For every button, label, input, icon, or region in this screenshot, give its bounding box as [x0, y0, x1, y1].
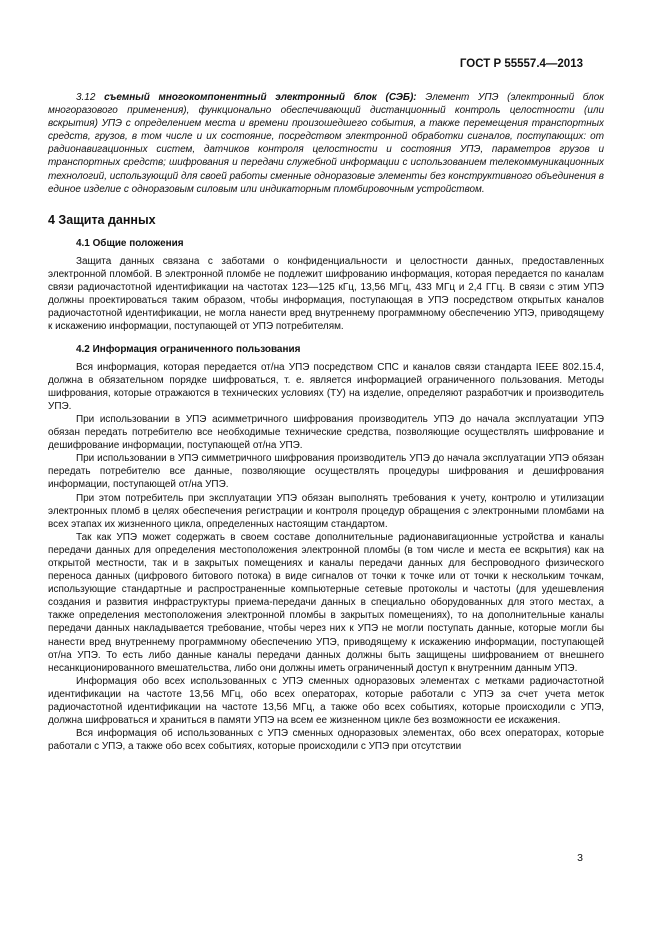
section-4-2-paragraph-6: Информация обо всех использованных с УПЭ сменных одноразовых элементах с метками радиочастотной идентификации на частоте 13,56 МГц, обо всех операторах, которые работали с УПЭ за счет учета меток радиочастотной идентификации на частоте 13,56 МГц, а также обо всех событиях, которые происходили с УПЭ, должна шифроваться и храниться в памяти УПЭ на всем ее жизненном цикле без возможности ее искажения. [48, 675, 604, 727]
document-header: ГОСТ Р 55557.4—2013 [459, 58, 583, 70]
definition-term: съемный многокомпонентный электронный блок (СЭБ): [104, 92, 417, 103]
section-4-1-paragraph: Защита данных связана с заботами о конфиденциальности и целостности данных, предоставленных электронной пломбой. В электронной пломбе не подлежит шифрованию информация, которая передается по каналам связи радиочастотной идентификации на частотах 123—125 кГц, 13,56 МГц, 433 МГц и 2,4 ГГц. В связи с этим УПЭ должны проектироваться таким образом, чтобы информация, поступающая в УПЭ посредством открытых каналов радиочастотной идентификации, не могла нанести вред внутреннему программному обеспечению УПЭ, приводящему к искажению информации, поступающей от УПЭ потребителям. [48, 255, 604, 333]
section-4-2-paragraph-1: Вся информация, которая передается от/на УПЭ посредством СПС и каналов связи стандарта IEEE 802.15.4, должна в обязательном порядке шифроваться, т. е. является информацией ограниченного пользования. Методы шифрования, которые отражаются в технических условиях (ТУ) на изделие, определяют разработчик и производитель УПЭ. [48, 361, 604, 412]
section-4-2-paragraph-5: Так как УПЭ может содержать в своем составе дополнительные радионавигационные устройства и каналы передачи данных для определения местоположения электронной пломбы (в том числе и места ее вскрытия) как на открытой местности, так и в закрытых помещениях и каналы передачи данных для беспроводного физического переноса данных (цифрового битового потока) в виде сигналов от точки к точке или от точки к нескольким точкам, использующие стандартные и распространенные компьютерные сетевые протоколы и частоты (для удешевления создания и развития инфраструктуры приема-передачи данных в специально оборудованных для этого местах, а также определения местоположения электронной пломбы в закрытых помещениях), то на дополнительные каналы передачи данных накладывается требование, чтобы через них к УПЭ не могли поступать данные, которые могли бы нанести вред внутреннему программному обеспечению УПЭ, приводящему к искажению информации, поступающей от/на УПЭ. То есть либо данные каналы передачи данных должны быть защищены шифрованием от внешнего несанкционированного вмешательства, либо они должны иметь ограниченный доступ к внутренним данным УПЭ. [48, 531, 604, 674]
section-4-2-paragraph-7: Вся информация об использованных с УПЭ сменных одноразовых элементах, обо всех операторах, которые работали с УПЭ, а также обо всех событиях, которые происходили с УПЭ при отсутствии [48, 728, 604, 753]
section-4-2-title: 4.2 Информация ограниченного пользования [76, 343, 301, 355]
section-4-1-title: 4.1 Общие положения [76, 237, 184, 249]
section-4-title: 4 Защита данных [48, 212, 156, 227]
section-4-2-paragraph-3: При использовании в УПЭ симметричного шифрования производитель УПЭ до начала эксплуатации УПЭ обязан передать потребителю все данные, позволяющие осуществлять процедуры шифрования и дешифрования информации, поступающей от/на УПЭ. [48, 453, 604, 491]
page-content [48, 91, 604, 753]
section-4-2-paragraph-4: При этом потребитель при эксплуатации УПЭ обязан выполнять требования к учету, контролю и утилизации электронных пломб в целях обеспечения регистрации и контроля процедур обращения с электронными пломбами на всех этапах их жизненного цикла, определенных настоящим стандартом. [48, 492, 604, 530]
section-4-2-paragraph-2: При использовании в УПЭ асимметричного шифрования производитель УПЭ до начала эксплуатации УПЭ обязан передать потребителю все необходимые технические средства, позволяющие осуществлять шифрование и дешифрование информации, поступающей от/на УПЭ. [48, 413, 604, 452]
page-number: 3 [577, 852, 583, 864]
definition-number: 3.12 [76, 92, 96, 103]
definition-text: Элемент УПЭ (электронный блок многоразового применения), функционально обеспечивающий дистанционный контроль целостности (или вскрытия) УПЭ с определением места и времени произошедшего события, а также перемещения транспортных средств, грузов, в том числе и их состояние, посредством электронной обработки сигналов, поступающих: от радионавигационных систем, датчиков контроля целостности и состояния УПЭ, параметров грузов и транспортных средств; шифрования и передачи служебной информации с использованием телекоммуникационных технологий, использующий для своей работы сменные одноразовые элементы без конструктивного объединения в единое изделие с одноразовым силовым или индикаторным пломбировочным устройством. [48, 92, 605, 195]
definition-3-12 [48, 91, 604, 196]
